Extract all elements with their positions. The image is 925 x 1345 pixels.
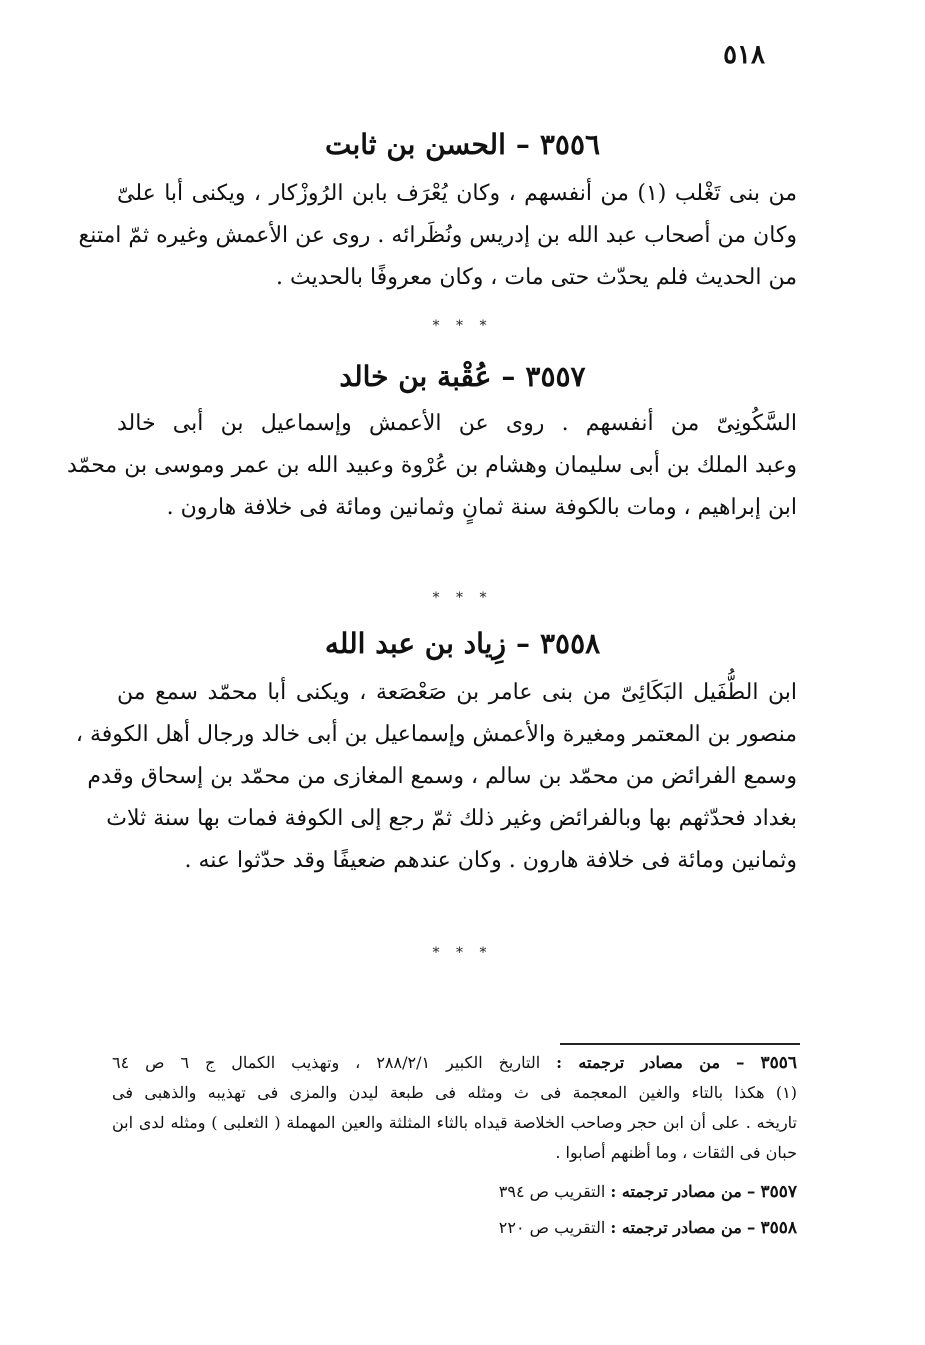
footnote-text: التقريب ص ٣٩٤ — [498, 1182, 606, 1201]
section-separator: * * * — [432, 945, 493, 961]
entry-title-3556 — [0, 128, 925, 161]
footnote-rule — [560, 1043, 800, 1045]
body-line: وكان من أصحاب عبد الله بن إدريس ونُظَرائه . روى عن الأعمش وغيره ثمّ امتنع — [78, 223, 797, 248]
footnotes — [112, 1048, 797, 1246]
entry-body-3558 — [75, 672, 797, 882]
section-separator: * * * — [432, 318, 493, 334]
footnote-note-line: (١) هكذا بالتاء والغين المعجمة فى ث ومثله فى طبعة ليدن والمزى فى تهذيبه والذهبى فى — [112, 1083, 797, 1102]
footnote-note-line: تاريخه . على أن ابن حجر وصاحب الخلاصة قيداه بالثاء المثلثة والعين المهملة ( الثعلبى ) ومثله لدى ابن — [112, 1113, 797, 1132]
footnote-entry-number: ٣٥٥٦ — [760, 1053, 797, 1073]
entry-dash: – — [515, 128, 530, 161]
entry-dash: – — [515, 627, 530, 660]
entry-name: عُقْبة بن خالد — [339, 360, 492, 393]
entry-title-3558 — [0, 627, 925, 660]
footnote-source-3558 — [112, 1210, 797, 1246]
body-line: ابن الطُّفَيل البَكَائِىّ من بنى عامر بن صَعْصَعة ، ويكنى أبا محمّد سمع من — [117, 680, 797, 705]
footnote-label: من مصادر ترجمته : — [610, 1218, 742, 1237]
footnote-source-3556 — [112, 1048, 797, 1078]
footnote-source-3557 — [112, 1174, 797, 1210]
entry-title-3557 — [0, 360, 925, 393]
footnote-dash: – — [736, 1053, 745, 1073]
footnote-label: من مصادر ترجمته : — [610, 1182, 742, 1201]
entry-number: ٣٥٥٨ — [539, 627, 601, 660]
body-line: وثمانين ومائة فى خلافة هارون . وكان عندهم ضعيفًا وقد حدّثوا عنه . — [184, 848, 797, 873]
footnote-dash: – — [746, 1182, 756, 1202]
body-line: من بنى تَغْلب (١) من أنفسهم ، وكان يُعْرَف بابن الرُوزْكار ، ويكنى أبا علىّ — [117, 181, 797, 206]
footnote-text: التاريخ الكبير ٢٨٨/٢/١ ، وتهذيب الكمال ج ٦ ص ٦٤ — [112, 1053, 541, 1072]
footnote-note-line: حبان فى الثقات ، وما أظنهم أصابوا . — [555, 1143, 797, 1162]
footnote-label: من مصادر ترجمته : — [556, 1053, 721, 1072]
page-number: ٥١٨ — [723, 40, 765, 70]
entry-body-3557 — [66, 403, 797, 529]
footnote-dash: – — [746, 1218, 756, 1238]
body-line: من الحديث فلم يحدّث حتى مات ، وكان معروفًا بالحديث . — [276, 265, 797, 290]
footnote-entry-number: ٣٥٥٧ — [760, 1182, 797, 1202]
entry-number: ٣٥٥٧ — [525, 360, 586, 393]
footnote-text: التقريب ص ٢٢٠ — [498, 1218, 606, 1237]
body-line: وعبد الملك بن أبى سليمان وهشام بن عُرْوة وعبيد الله بن عمر وموسى بن محمّد — [66, 453, 797, 478]
body-line: ابن إبراهيم ، ومات بالكوفة سنة ثمانٍ وثمانين ومائة فى خلافة هارون . — [166, 495, 797, 520]
entry-name: زِياد بن عبد الله — [324, 627, 506, 660]
entry-body-3556 — [78, 173, 797, 299]
body-line: وسمع الفرائض من محمّد بن سالم ، وسمع المغازى من محمّد بن إسحاق وقدم — [87, 764, 797, 789]
body-line: السَّكُونِىّ من أنفسهم . روى عن الأعمش وإسماعيل بن أبى خالد — [117, 411, 797, 436]
section-separator: * * * — [432, 590, 493, 606]
body-line: منصور بن المعتمر ومغيرة والأعمش وإسماعيل بن أبى خالد ورجال أهل الكوفة ، — [75, 722, 797, 747]
entry-name: الحسن بن ثابت — [324, 128, 506, 161]
footnote-entry-number: ٣٥٥٨ — [760, 1218, 797, 1238]
entry-dash: – — [501, 360, 516, 393]
entry-number: ٣٥٥٦ — [539, 128, 601, 161]
body-line: بغداد فحدّثهم بها وبالفرائض وغير ذلك ثمّ رجع إلى الكوفة فمات بها سنة ثلاث — [106, 806, 797, 831]
